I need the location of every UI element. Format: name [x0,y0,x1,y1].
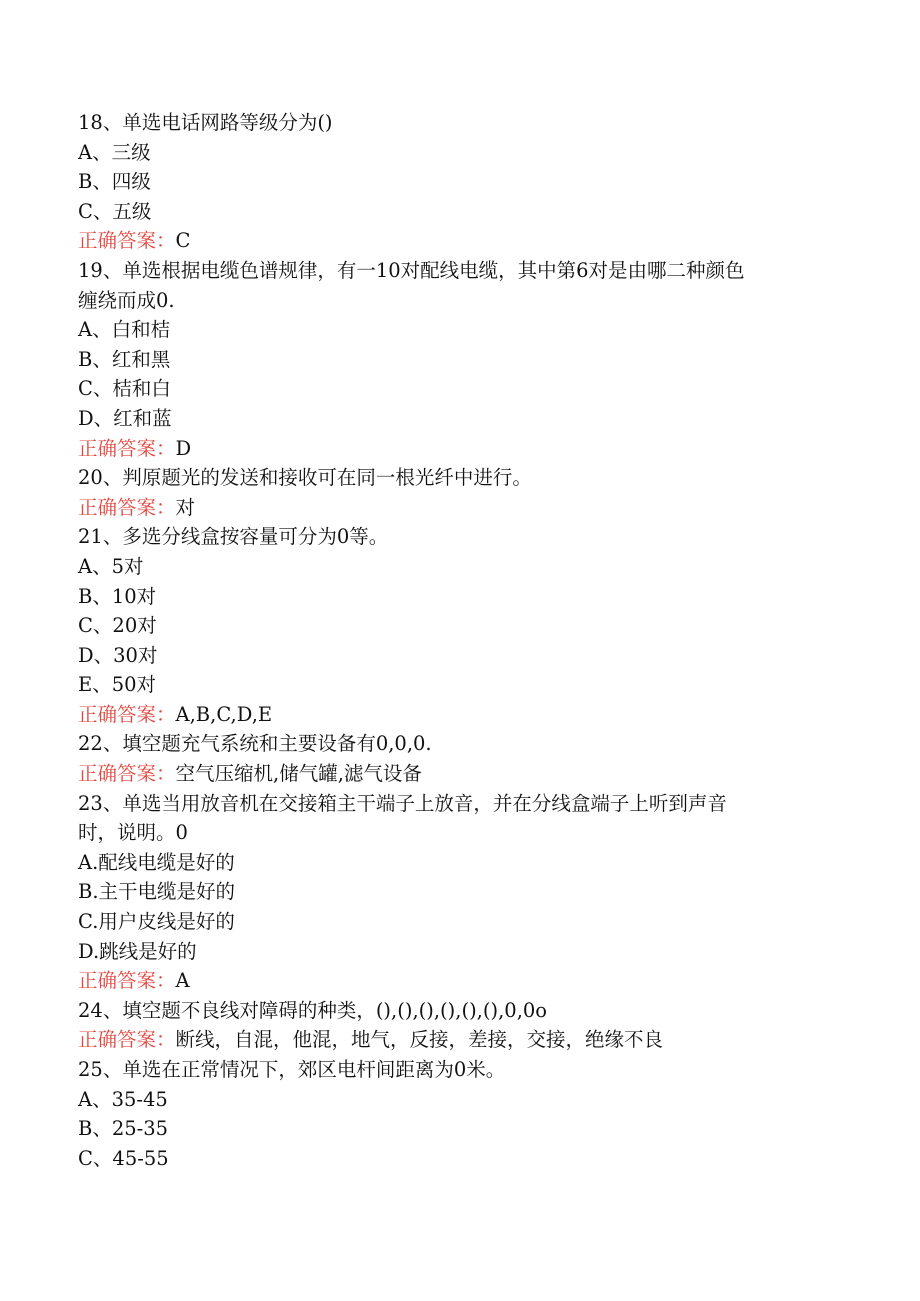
question-text: 25、单选在正常情况下，郊区电杆间距离为0米。 [78,1058,506,1081]
answer-label: 正确答案： [78,1028,176,1052]
answer-label: 正确答案： [78,702,176,726]
question-text: 18、单选电话网路等级分为() [78,111,333,134]
document-page [78,108,858,1173]
answer-label: 正确答案： [78,762,176,786]
option-text: B、10对 [78,584,157,608]
answer-value: 对 [175,495,196,519]
answer-value: C [175,229,191,253]
answer-line [78,493,858,523]
option-text: A、35-45 [78,1087,168,1111]
question-text: 时，说明。0 [78,821,188,845]
option-text: C.用户皮线是好的 [78,910,235,934]
question-text: 20、判原题光的发送和接收可在同一根光纤中进行。 [78,466,532,490]
answer-value: 空气压缩机,储气罐,滤气设备 [175,762,422,786]
option-text: D.跳线是好的 [78,939,197,963]
option-text: D、30对 [78,643,158,667]
answer-value: 断线，自混，他混，地气，反接，差接，交接，绝缘不良 [175,1028,664,1052]
question-text: 21、多选分线盒按容量可分为0等。 [78,525,389,549]
answer-label: 正确答案： [78,229,176,253]
option-text: A、三级 [78,140,151,164]
option-text: D、红和蓝 [78,406,172,430]
option-text: B、四级 [78,170,151,194]
option-text: A、白和桔 [78,318,171,342]
question-text: 23、单选当用放音机在交接箱主干端子上放音，并在分线盒端子上听到声音 [78,791,727,815]
option-text: E、50对 [78,673,157,697]
answer-label: 正确答案： [78,495,176,519]
option-text: A、5对 [78,554,144,578]
option-text: A.配线电缆是好的 [78,850,235,874]
option-text: C、20对 [78,614,157,638]
option-text: C、45-55 [78,1146,169,1170]
answer-label: 正确答案： [78,969,176,993]
question-text: 19、单选根据电缆色谱规律，有一10对配线电缆，其中第6对是由哪二种颜色 [78,258,745,282]
option-text: B、红和黑 [78,347,171,371]
answer-line [78,759,858,789]
option-text: C、五级 [78,199,152,223]
question-text: 22、填空题充气系统和主要设备有0,0,0. [78,732,432,756]
option-text: C、桔和白 [78,377,171,401]
answer-value: D [175,436,192,460]
option-text: B、25-35 [78,1117,169,1141]
answer-line [78,226,858,256]
answer-value: A,B,C,D,E [175,702,273,726]
answer-line [78,700,858,730]
question-text: 缠绕而成0. [78,288,175,312]
question-text: 24、填空题不良线对障碍的种类，(),(),(),(),(),(),0,0o [78,998,548,1022]
answer-line [78,966,858,996]
option-text: B.主干电缆是好的 [78,880,236,904]
answer-value: A [175,969,190,993]
answer-line [78,434,858,464]
answer-line [78,1025,858,1055]
answer-label: 正确答案： [78,436,176,460]
